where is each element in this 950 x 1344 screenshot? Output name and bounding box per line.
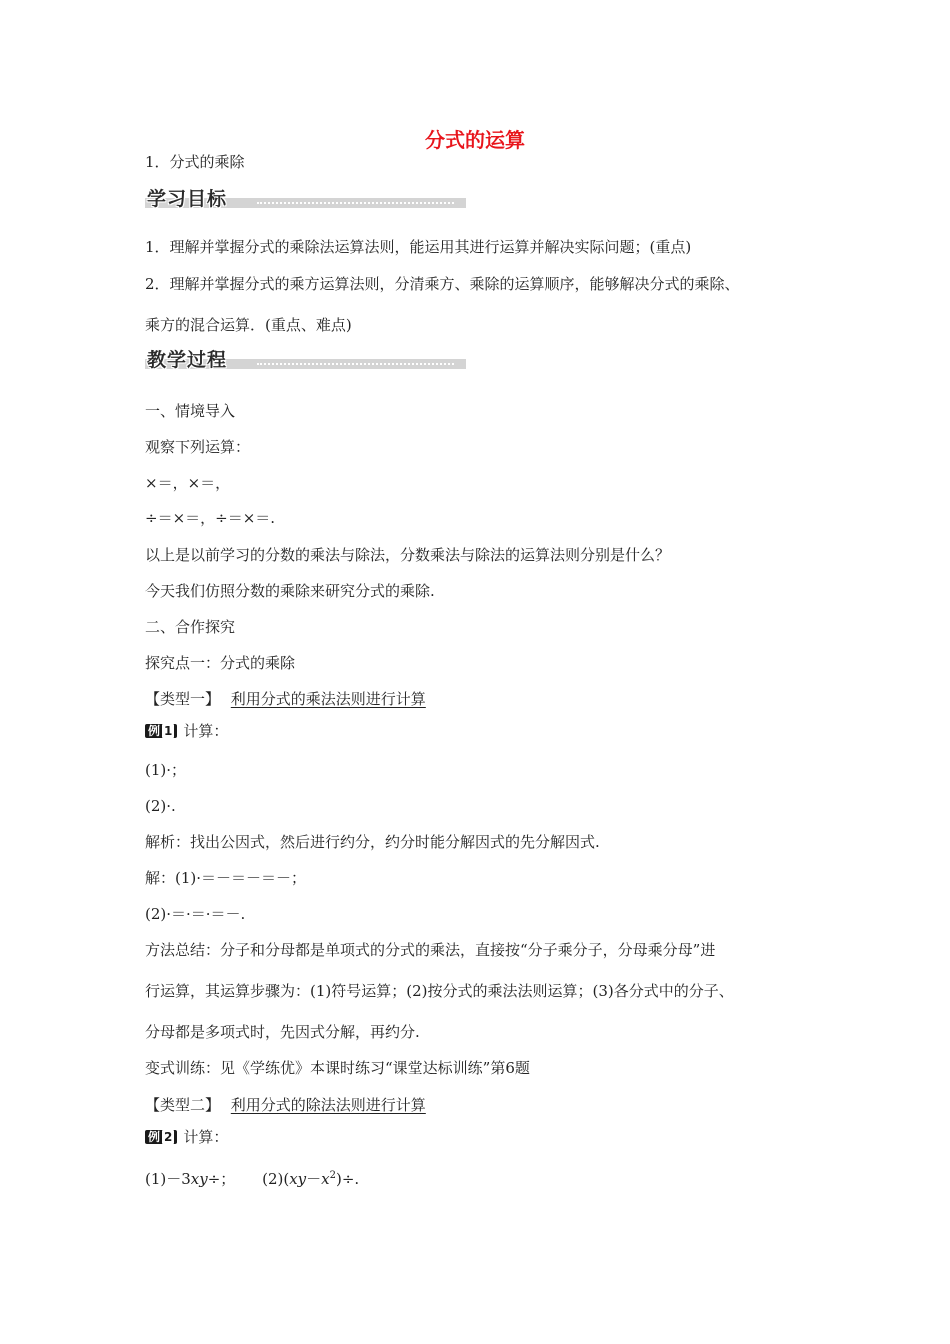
- example-1-part-2: (2)·.: [145, 797, 176, 815]
- type-2-bracket: 【类型二】: [145, 1096, 221, 1114]
- ex2-p1-variable: xy: [190, 1170, 208, 1188]
- ex2-p1-suffix: ÷；: [207, 1170, 236, 1188]
- section-subtitle: 1．分式的乘除: [145, 153, 245, 171]
- example-1-text: 计算：: [183, 722, 229, 740]
- type-1-bracket: 【类型一】: [145, 690, 221, 708]
- today-text: 今天我们仿照分数的乘除来研究分式的乘除.: [145, 582, 435, 600]
- banner-process: [145, 345, 466, 371]
- type-2-heading: [145, 1095, 426, 1115]
- explore-point-1: 探究点一：分式的乘除: [145, 654, 296, 672]
- example-badge-label: 例: [148, 724, 161, 738]
- banner-goals: [145, 184, 466, 210]
- variant-training: 变式训练：见《学练优》本课时练习“课堂达标训练”第6题: [145, 1059, 530, 1077]
- ex2-p2-variable-1: xy: [289, 1170, 307, 1188]
- solution-1: 解：(1)·＝－＝－＝－；: [145, 869, 307, 887]
- question-text: 以上是以前学习的分数的乘法与除法，分数乘法与除法的运算法则分别是什么？: [145, 546, 671, 564]
- method-summary-3: 分母都是多项式时，先因式分解，再约分.: [145, 1023, 420, 1041]
- method-summary-1: 方法总结：分子和分母都是单项式的分式的乘法，直接按“分子乘分子，分母乘分母”进: [145, 941, 716, 959]
- type-1-heading: [145, 689, 426, 709]
- type-1-title: 利用分式的乘法法则进行计算: [230, 690, 426, 708]
- example-badge-number: 1: [164, 724, 173, 738]
- example-2-parts: [145, 1166, 359, 1189]
- operation-row-1: ×＝，×＝，: [145, 474, 231, 492]
- intro-heading: 一、情境导入: [145, 402, 236, 420]
- observe-text: 观察下列运算：: [145, 438, 251, 456]
- example-2-part-1: [145, 1170, 235, 1188]
- ex2-p1-prefix: (1)－3: [145, 1170, 191, 1188]
- goal-1: 1．理解并掌握分式的乘除法运算法则，能运用其进行运算并解决实际问题；(重点): [145, 238, 692, 256]
- ex2-p2-prefix: (2)(: [262, 1170, 290, 1188]
- banner-label: 教学过程: [147, 349, 228, 371]
- example-badge-label: 例: [148, 1130, 161, 1144]
- example-1: [145, 721, 228, 741]
- ex2-p2-exponent: 2: [329, 1170, 336, 1181]
- method-summary-2: 行运算，其运算步骤为：(1)符号运算；(2)按分式的乘法法则运算；(3)各分式中的分子、: [145, 982, 734, 1000]
- example-1-part-1: (1)·；: [145, 761, 187, 779]
- banner-dots: [257, 363, 454, 365]
- example-2-part-2: [262, 1170, 359, 1188]
- example-badge-number: 2: [164, 1130, 173, 1144]
- analysis-text: 解析：找出公因式，然后进行约分，约分时能分解因式的先分解因式.: [145, 833, 600, 851]
- ex2-p2-variable-2: x: [321, 1170, 330, 1188]
- example-badge: [145, 1130, 177, 1144]
- goal-3: 乘方的混合运算．(重点、难点): [145, 316, 352, 334]
- example-badge: [145, 724, 177, 738]
- explore-heading: 二、合作探究: [145, 618, 236, 636]
- goal-2: 2．理解并掌握分式的乘方运算法则，分清乘方、乘除的运算顺序，能够解决分式的乘除、: [145, 275, 740, 293]
- page-title: 分式的运算: [425, 128, 525, 152]
- banner-label: 学习目标: [147, 188, 228, 210]
- solution-2: (2)·＝·＝·＝－.: [145, 905, 246, 923]
- type-2-title: 利用分式的除法法则进行计算: [230, 1096, 426, 1114]
- operation-row-2: ÷＝×＝，÷＝×＝.: [145, 509, 276, 527]
- banner-dots: [257, 202, 454, 204]
- example-2-text: 计算：: [183, 1128, 229, 1146]
- example-2: [145, 1127, 228, 1147]
- ex2-p2-minus: －: [306, 1170, 322, 1188]
- ex2-p2-suffix: )÷.: [336, 1170, 360, 1188]
